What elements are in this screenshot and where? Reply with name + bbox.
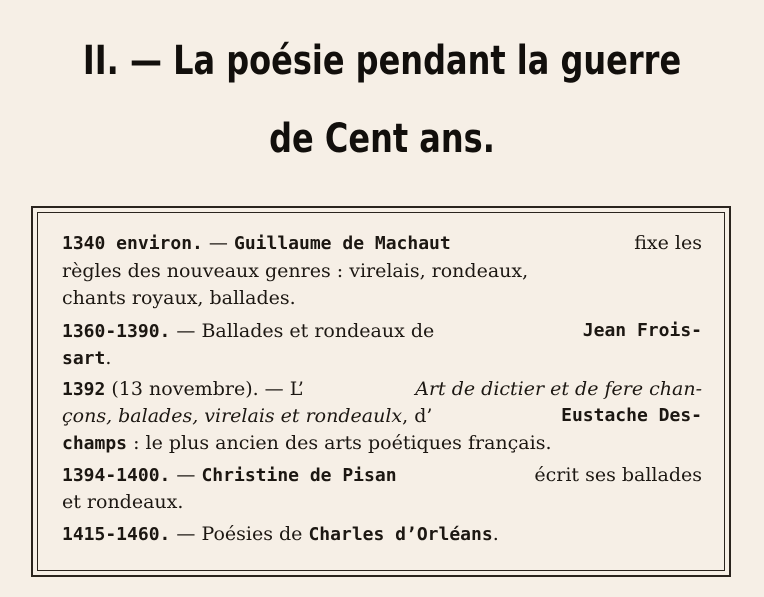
entry-work-title: çons, balades, virelais et rondeaulx <box>62 405 403 427</box>
entry-date: 1415-1460. <box>62 524 171 545</box>
entry-4-line-2 <box>62 489 702 515</box>
entry-separator: — <box>202 232 234 254</box>
entry-date: 1392 <box>62 379 106 400</box>
entry-text: fixe les <box>634 232 702 254</box>
entry-date: 1360-1390. <box>62 321 171 342</box>
entry-author: Charles d’Orléans <box>308 524 493 545</box>
entry-text: règles des nouveaux genres : virelais, rondeaux, <box>62 260 529 282</box>
entry-date: 1340 environ. <box>62 233 203 254</box>
entry-2-line-1 <box>62 318 702 345</box>
entry-author: sart <box>62 348 106 369</box>
entry-author: Guillaume de Machaut <box>233 233 451 254</box>
entry-text: écrit ses ballades <box>534 464 702 486</box>
entry-3-line-2 <box>62 403 702 429</box>
entry-text: — Poésies de <box>170 523 309 545</box>
entry-text: (13 novembre). — L’ <box>105 378 304 400</box>
entry-text: , d’ <box>402 405 433 427</box>
entry-5-line-1 <box>62 521 702 548</box>
entry-text: chants royaux, ballades. <box>62 287 296 309</box>
entry-2-line-2 <box>62 345 702 372</box>
entry-author: Christine de Pisan <box>201 465 397 486</box>
entry-author: champs <box>62 433 128 454</box>
entry-author: Jean Frois- <box>582 320 702 341</box>
entry-text: : le plus ancien des arts poétiques français. <box>127 432 552 454</box>
entry-1-line-1 <box>62 230 702 257</box>
entry-3-line-3 <box>62 430 702 457</box>
entry-author: Eustache Des- <box>561 405 702 426</box>
entry-text-tail: . <box>492 523 499 545</box>
entry-3-line-1 <box>62 376 702 403</box>
entry-text: . <box>105 347 112 369</box>
entry-date: 1394-1400. <box>62 465 171 486</box>
entry-separator: — <box>170 464 202 486</box>
entry-work-title: Art de dictier et de fere chan- <box>415 378 702 400</box>
entry-text: — Ballades et rondeaux de <box>170 320 435 342</box>
entry-1-line-2 <box>62 258 702 284</box>
entry-4-line-1 <box>62 462 702 489</box>
entry-1-line-3 <box>62 285 702 311</box>
section-title-line-1: II. — La poésie pendant la guerre <box>82 38 682 84</box>
section-title-line-2: de Cent ans. <box>269 116 495 162</box>
entry-text: et rondeaux. <box>62 491 184 513</box>
